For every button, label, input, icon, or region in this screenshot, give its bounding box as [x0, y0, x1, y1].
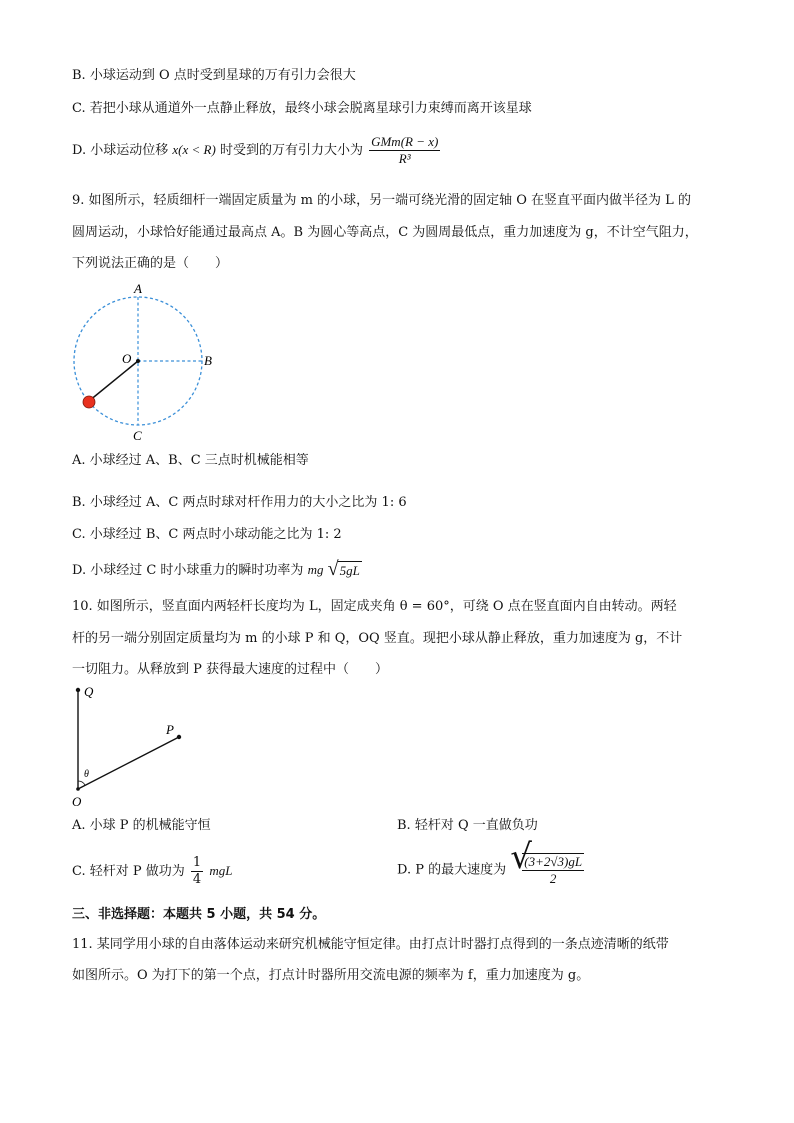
q8-option-d-fraction	[369, 134, 440, 167]
q9-label-a: A	[134, 281, 142, 296]
q9-option-d-radical	[327, 558, 362, 580]
q10-option-c-denominator: 4	[192, 872, 202, 887]
q9-circle-figure	[62, 276, 222, 446]
q10-option-a: A. 小球 P 的机械能守恒	[72, 818, 211, 833]
q8-option-d	[72, 134, 442, 167]
q9-ball	[83, 396, 95, 408]
q9-pivot-point	[136, 359, 140, 363]
q8-option-d-mid: 时受到的万有引力大小为	[219, 143, 363, 158]
q9-label-b: B	[204, 353, 212, 368]
q8-option-b: B. 小球运动到 O 点时受到星球的万有引力会很大	[72, 68, 356, 83]
sqrt-sign-icon: √	[510, 837, 532, 877]
q8-option-d-denominator: R³	[398, 151, 411, 166]
q10-option-d-numerator: (3+2√3)gL	[524, 854, 583, 869]
q10-option-b: B. 轻杆对 Q 一直做负功	[397, 818, 538, 833]
q10-option-d-denominator: 2	[549, 871, 557, 886]
q10-ball-q	[76, 688, 80, 692]
q10-stem-line-3: 一切阻力。从释放到 P 获得最大速度的过程中（ ）	[72, 662, 389, 677]
q10-option-c-numerator: 1	[192, 855, 202, 870]
q11-stem-line-1: 11. 某同学用小球的自由落体运动来研究机械能守恒定律。由打点计时器打点得到的一条点迹清晰的纸带	[72, 937, 669, 952]
q9-option-d	[72, 558, 362, 580]
q10-label-theta: θ	[84, 769, 89, 780]
q10-option-c	[72, 855, 232, 888]
q9-option-d-coefficient: mg	[307, 562, 324, 577]
q9-label-c: C	[133, 428, 142, 443]
q10-label-o: O	[72, 794, 82, 809]
q10-rods-figure	[66, 682, 206, 812]
q10-ball-p	[177, 735, 181, 739]
q10-label-p: P	[166, 722, 174, 737]
q9-option-d-prefix: D. 小球经过 C 时小球重力的瞬时功率为	[72, 563, 304, 578]
q9-stem-line-3: 下列说法正确的是（ ）	[72, 256, 229, 271]
q9-option-c: C. 小球经过 B、C 两点时小球动能之比为 1: 2	[72, 527, 342, 542]
q10-option-d-prefix: D. P 的最大速度为	[397, 862, 507, 878]
q9-label-o: O	[122, 351, 132, 366]
q10-option-c-fraction	[191, 855, 203, 888]
q9-option-b: B. 小球经过 A、C 两点时球对杆作用力的大小之比为 1: 6	[72, 495, 407, 510]
q10-option-d-radical	[510, 837, 584, 887]
q9-stem-line-1: 9. 如图所示，轻质细杆一端固定质量为 m 的小球，另一端可绕光滑的固定轴 O 在竖直平面内做半径为 L 的	[72, 193, 691, 208]
q8-option-d-numerator: GMm(R − x)	[371, 134, 439, 149]
q10-stem-line-2: 杆的另一端分别固定质量均为 m 的小球 P 和 Q，OQ 竖直。现把小球从静止释放，重力加速度为 g，不计	[72, 631, 683, 646]
section-3-title: 三、非选择题：本题共 5 小题，共 54 分。	[72, 907, 326, 922]
q8-option-d-prefix: D. 小球运动位移	[72, 143, 169, 158]
q10-option-d	[397, 837, 584, 887]
q10-angle-arc	[78, 781, 85, 785]
q9-stem-line-2: 圆周运动，小球恰好能通过最高点 A。B 为圆心等高点，C 为圆周最低点，重力加速度为 g，不计空气阻力，	[72, 225, 698, 240]
sqrt-sign-icon: √	[327, 558, 339, 580]
q8-option-c: C. 若把小球从通道外一点静止释放，最终小球会脱离星球引力束缚而离开该星球	[72, 101, 532, 116]
q11-stem-line-2: 如图所示。O 为打下的第一个点，打点计时器所用交流电源的频率为 f，重力加速度为 g。	[72, 968, 590, 983]
q8-option-d-condition: x(x < R)	[172, 142, 216, 157]
q10-stem-line-1: 10. 如图所示，竖直面内两轻杆长度均为 L，固定成夹角 θ = 60°，可绕 O 点在竖直面内自由转动。两轻	[72, 599, 677, 614]
q9-rod	[89, 361, 138, 401]
q10-option-c-prefix: C. 轻杆对 P 做功为	[72, 864, 185, 879]
q9-option-a: A. 小球经过 A、B、C 三点时机械能相等	[72, 453, 309, 468]
q9-option-d-radicand: 5gL	[339, 563, 360, 578]
q10-option-c-suffix: mgL	[209, 863, 233, 878]
q10-pivot-o	[76, 787, 80, 791]
q10-label-q: Q	[84, 684, 94, 699]
q10-rod-op	[78, 737, 179, 789]
